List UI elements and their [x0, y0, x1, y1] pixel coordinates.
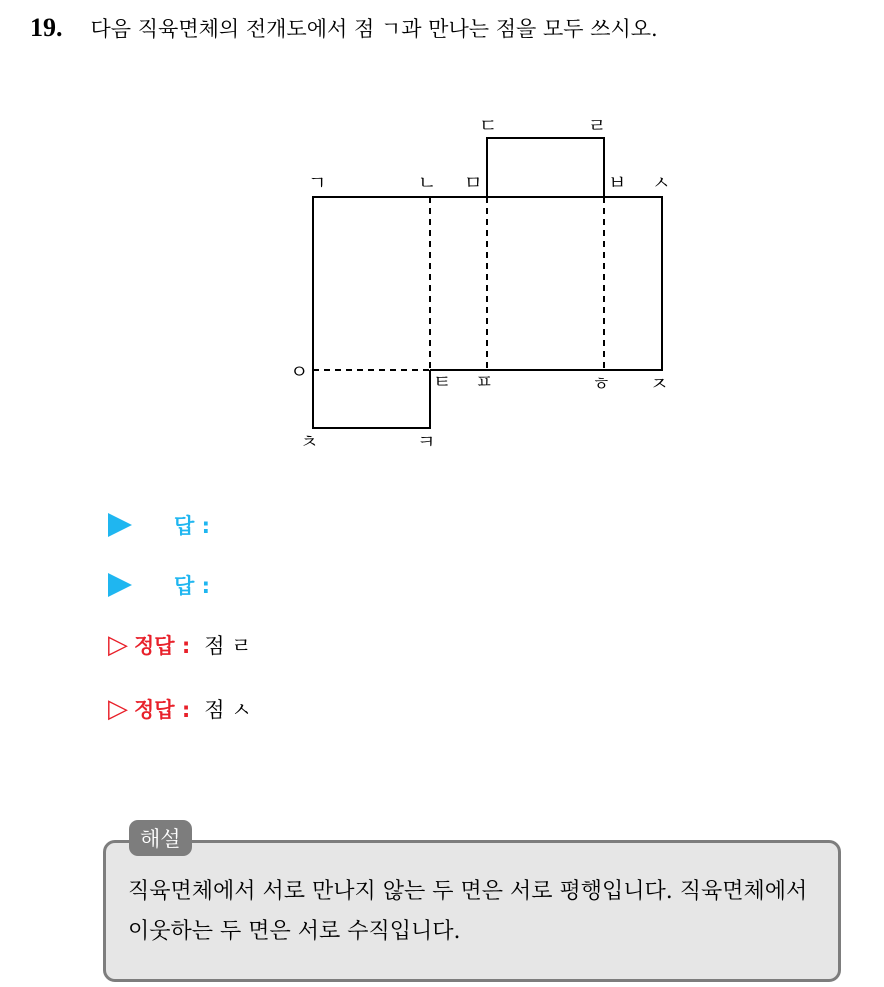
vertex-label-kieuk: ㅋ [417, 431, 436, 453]
vertex-label-rieul: ㄹ [588, 115, 607, 137]
explanation-text: 직육면체에서 서로 만나지 않는 두 면은 서로 평행입니다. 직육면체에서 이웃하는 두 면은 서로 수직입니다. [128, 879, 808, 944]
vertex-label-siot: ㅅ [652, 172, 671, 194]
net-top-flap [487, 138, 604, 197]
vertex-label-jieut: ㅈ [650, 373, 669, 395]
play-triangle-icon [108, 573, 132, 597]
vertex-label-pieup: ㅍ [475, 371, 494, 393]
explanation-tag: 해설 [129, 820, 192, 856]
outline-triangle-icon: ▷ [108, 630, 128, 660]
vertex-label-ieung: ㅇ [290, 361, 309, 383]
answer-row [108, 508, 224, 542]
correct-value: 점 ㄹ [204, 634, 252, 658]
vertex-label-hieut: ㅎ [592, 373, 611, 395]
net-bottom-flap [313, 370, 430, 428]
question-number: 19. [30, 13, 63, 42]
correct-answer-row [108, 692, 252, 726]
question-text: 다음 직육면체의 전개도에서 점 ㄱ과 만나는 점을 모두 쓰시오. [90, 17, 658, 41]
play-triangle-icon [108, 513, 132, 537]
vertex-label-nieun: ㄴ [418, 172, 437, 194]
vertex-label-giyeok: ㄱ [308, 172, 327, 194]
correct-value: 점 ㅅ [204, 698, 252, 722]
vertex-label-chieut: ㅊ [300, 431, 319, 453]
correct-label: 정답 : [134, 634, 191, 658]
answer-label: 답 : [174, 574, 210, 598]
cuboid-net-diagram [0, 0, 884, 480]
answer-row [108, 568, 224, 602]
vertex-label-bieup: ㅂ [608, 172, 627, 194]
vertex-label-mieum: ㅁ [464, 172, 483, 194]
correct-label: 정답 : [134, 698, 191, 722]
answer-label: 답 : [174, 514, 210, 538]
outline-triangle-icon: ▷ [108, 694, 128, 724]
vertex-label-digeut: ㄷ [479, 115, 498, 137]
correct-answer-row [108, 628, 252, 662]
vertex-label-tieut: ㅌ [433, 371, 452, 393]
